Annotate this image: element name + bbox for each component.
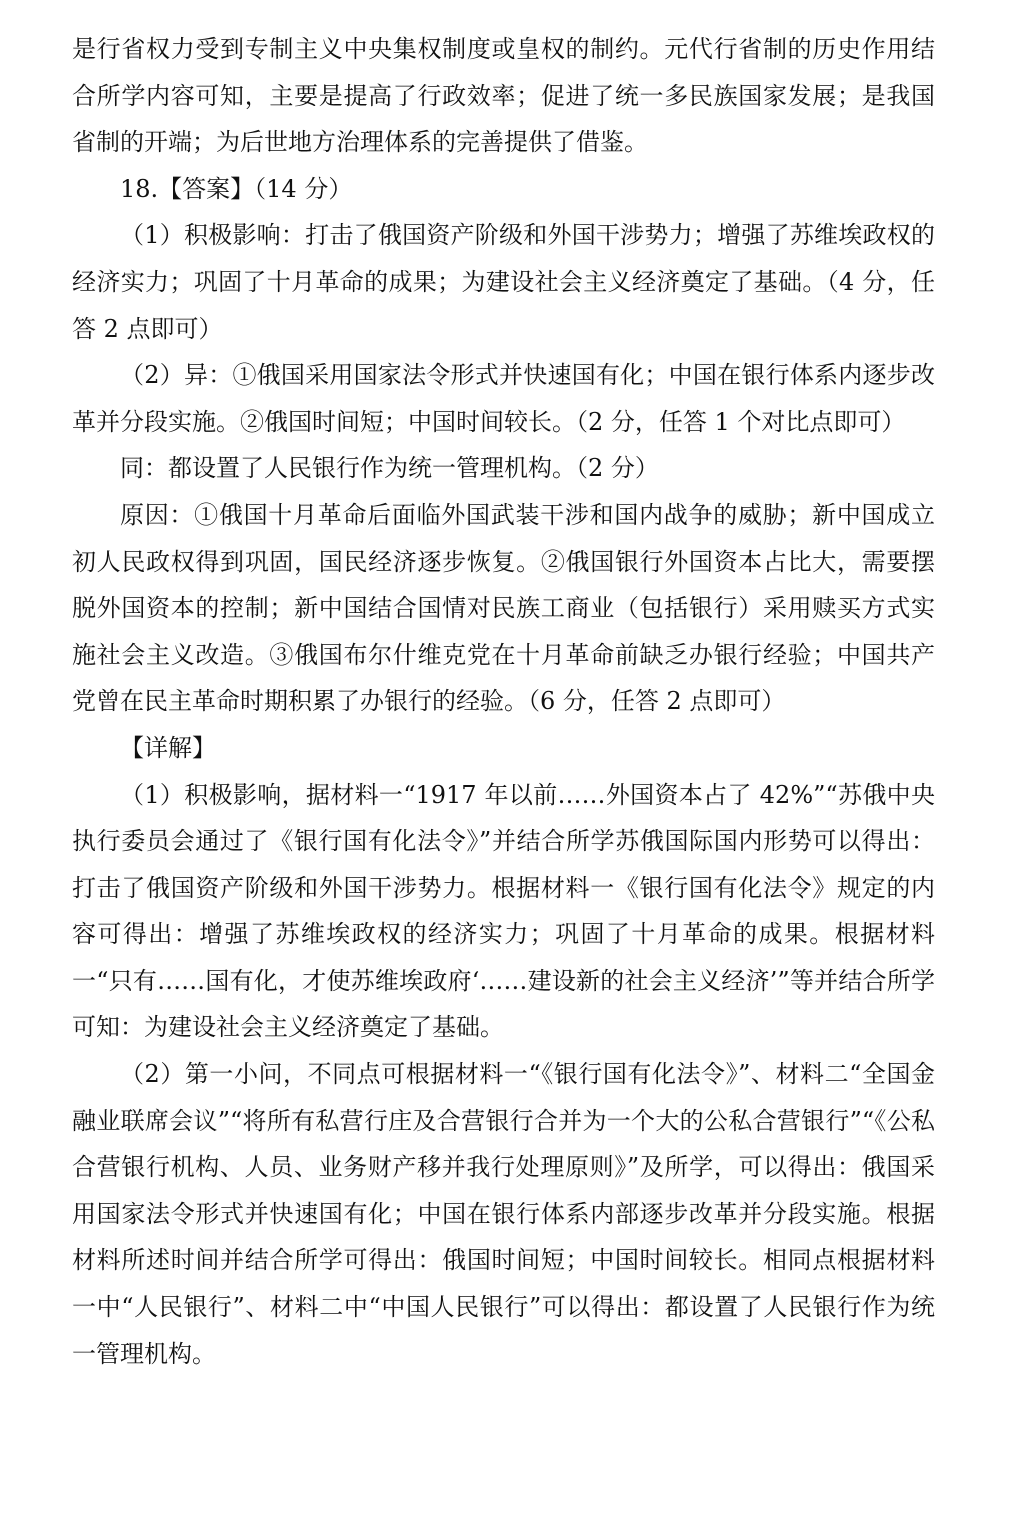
answer-part-1: （1）积极影响：打击了俄国资产阶级和外国干涉势力；增强了苏维埃政权的经济实力；巩固了十月革命的成果；为建设社会主义经济奠定了基础。（4 分，任答 2 点即可） [72,221,935,343]
answer-heading: 18.【答案】（14 分） [120,174,353,203]
answer-part-2-reasons: 原因：①俄国十月革命后面临外国武装干涉和国内战争的威胁；新中国成立初人民政权得到巩固，国民经济逐步恢复。②俄国银行外国资本占比大，需要摆脱外国资本的控制；新中国结合国情对民族工商业（包括银行）采用赎买方式实施社会主义改造。③俄国布尔什维克党在十月革命前缺乏办银行经验；中国共产党曾在民主革命时期积累了办银行的经验。（6 分，任答 2 点即可） [72,500,935,716]
explanation-part-1: （1）积极影响，据材料一“1917 年以前……外国资本占了 42%”“苏俄中央执行委员会通过了《银行国有化法令》”并结合所学苏俄国际国内形势可以得出：打击了俄国资产阶级和外国干涉势力。根据材料一《银行国有化法令》规定的内容可得出：增强了苏维埃政权的经济实力；巩固了十月革命的成果。根据材料一“只有……国有化，才使苏维埃政府‘……建设新的社会主义经济’”等并结合所学可知：为建设社会主义经济奠定了基础。 [72,780,935,1042]
answer-part-2-difference: （2）异：①俄国采用国家法令形式并快速国有化；中国在银行体系内逐步改革并分段实施。②俄国时间短；中国时间较长。（2 分，任答 1 个对比点即可） [72,361,935,436]
explanation-part-2: （2）第一小问，不同点可根据材料一“《银行国有化法令》”、材料二“全国金融业联席会议”“将所有私营行庄及合营银行合并为一个大的公私合营银行”“《公私合营银行机构、人员、业务财产移并我行处理原则》”及所学，可以得出：俄国采用国家法令形式并快速国有化；中国在银行体系内部逐步改革并分段实施。根据材料所述时间并结合所学可得出：俄国时间短；中国时间较长。相同点根据材料一中“人民银行”、材料二中“中国人民银行”可以得出：都设置了人民银行作为统一管理机构。 [72,1060,935,1368]
explanation-heading: 【详解】 [120,733,216,762]
paragraph-continuation: 是行省权力受到专制主义中央集权制度或皇权的制约。元代行省制的历史作用结合所学内容可知，主要是提高了行政效率；促进了统一多民族国家发展；是我国省制的开端；为后世地方治理体系的完善提供了借鉴。 [72,35,935,157]
answer-part-2-similarity: 同：都设置了人民银行作为统一管理机构。（2 分） [120,454,659,483]
